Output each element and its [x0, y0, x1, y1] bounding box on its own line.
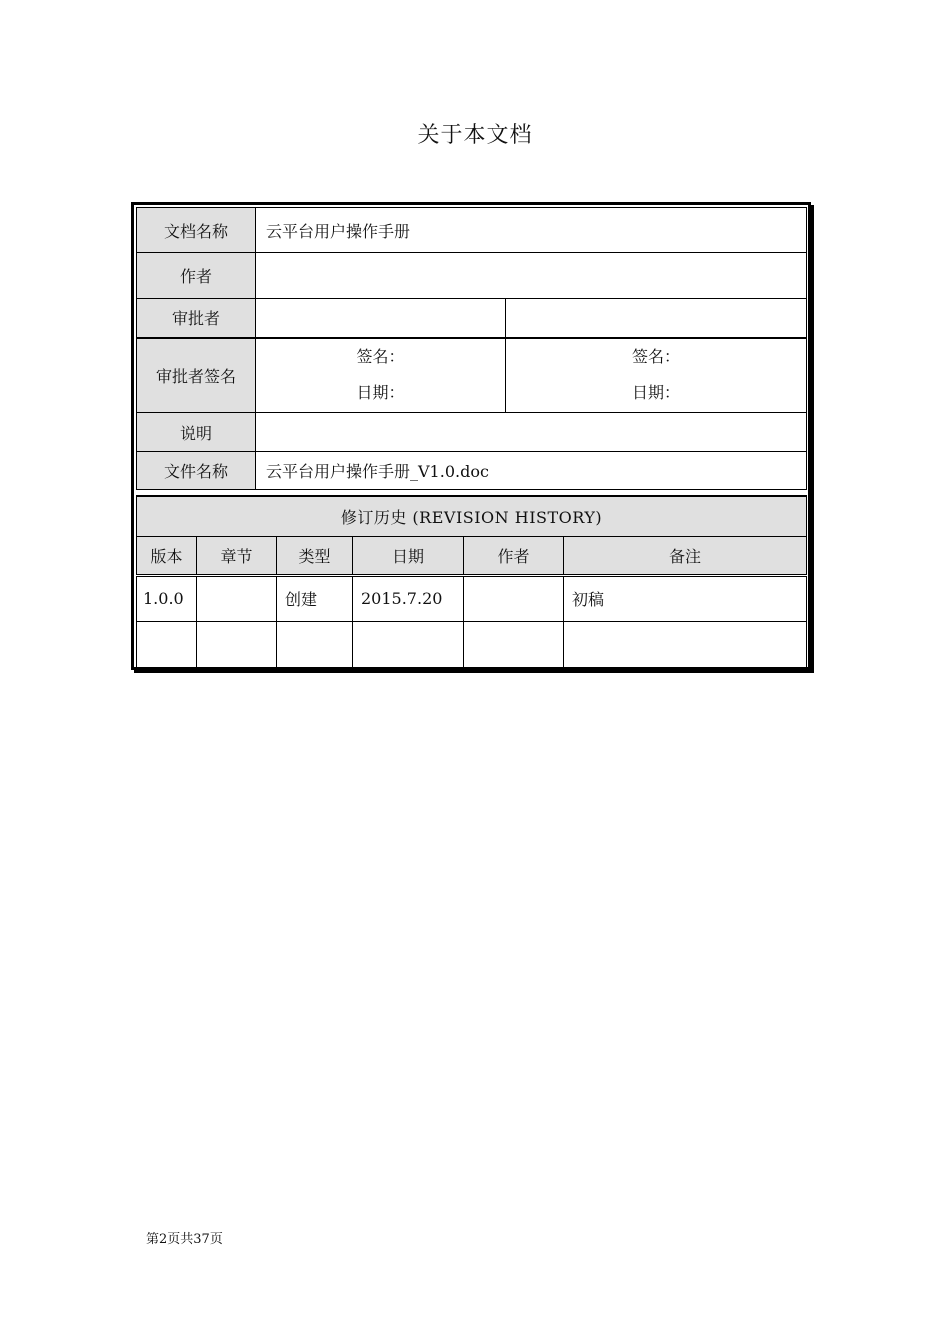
author-value: [256, 253, 807, 299]
file-name-label: 文件名称: [137, 452, 256, 490]
approver-value-2: [506, 299, 807, 338]
revision-history-title: 修订历史 (REVISION HISTORY): [137, 496, 807, 536]
cell-type: [277, 621, 353, 667]
page-title: 关于本文档: [417, 123, 533, 148]
cell-date: [353, 621, 464, 667]
date-label-2: 日期：: [632, 383, 681, 403]
cell-chapter: [197, 621, 277, 667]
remark-label: 说明: [137, 413, 256, 452]
header-author: 作者: [464, 536, 564, 575]
revision-title-row: [137, 496, 807, 536]
header-version: 版本: [137, 536, 197, 575]
doc-name-value: 云平台用户操作手册: [256, 208, 807, 253]
approver-value-1: [256, 299, 506, 338]
cell-remark: [564, 621, 807, 667]
table-row: [137, 621, 807, 667]
cell-author: [464, 575, 564, 621]
date-label-1: 日期：: [356, 383, 405, 403]
header-type: 类型: [277, 536, 353, 575]
approver-label: 审批者: [137, 299, 256, 338]
cell-author: [464, 621, 564, 667]
revision-history-table: [136, 495, 807, 668]
cell-type: 创建: [277, 575, 353, 621]
doc-name-row: [137, 208, 807, 253]
remark-value: [256, 413, 807, 452]
header-remark: 备注: [564, 536, 807, 575]
doc-name-label: 文档名称: [137, 208, 256, 253]
author-row: [137, 253, 807, 299]
file-name-value: 云平台用户操作手册_V1.0.doc: [256, 452, 807, 490]
revision-header-row: [137, 536, 807, 575]
sign-label-1: 签名：: [356, 347, 405, 367]
header-date: 日期: [353, 536, 464, 575]
cell-version: [137, 621, 197, 667]
cell-chapter: [197, 575, 277, 621]
sign-label-2: 签名：: [632, 347, 681, 367]
cell-date: 2015.7.20: [353, 575, 464, 621]
document-info-frame: [131, 202, 811, 670]
page-footer: 第2页共37页: [146, 1232, 223, 1247]
cell-version: 1.0.0: [137, 575, 197, 621]
approver-sign-cell-1: [256, 338, 506, 413]
document-info-table: [136, 207, 807, 490]
approver-sign-cell-2: [506, 338, 807, 413]
cell-remark: 初稿: [564, 575, 807, 621]
approver-sign-row: [137, 338, 807, 413]
table-row: [137, 575, 807, 621]
author-label: 作者: [137, 253, 256, 299]
approver-row: [137, 299, 807, 338]
header-chapter: 章节: [197, 536, 277, 575]
remark-row: [137, 413, 807, 452]
approver-sign-label: 审批者签名: [137, 338, 256, 413]
file-name-row: [137, 452, 807, 490]
